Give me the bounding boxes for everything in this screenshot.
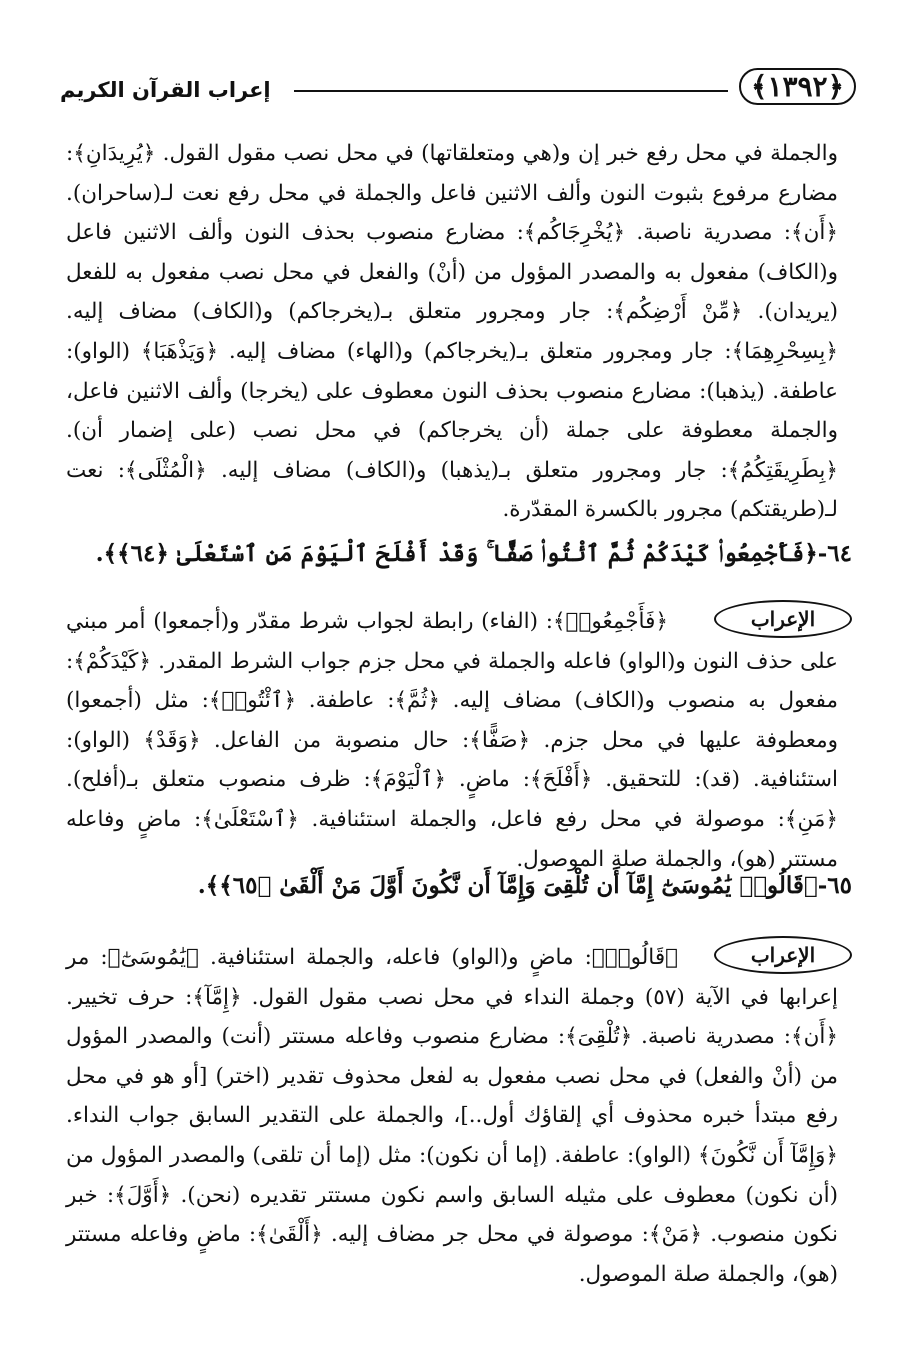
page-number: ﴿١٣٩٢﴾ — [739, 68, 856, 105]
verse-65: ٦٥-﴿قَالُوا۟ يَٰمُوسَىٰٓ إِمَّآ أَن تُلْقِىَ وَإِمَّآ أَن نَّكُونَ أَوَّلَ مَنْ أَلْقَىٰ ﴿٦٥﴾﴾. — [197, 872, 852, 899]
book-title: إعراب القرآن الكريم — [60, 78, 271, 102]
irab-paragraph-verse-64: ﴿فَأَجْمِعُوا۟﴾: (الفاء) رابطة لجواب شرط مقدّر و(أجمعوا) أمر مبني على حذف النون و(الواو) فاعله والجملة في محل جزم جواب الشرط المقدر. ﴿كَيْدَكُمْ﴾: مفعول به منصوب و(الكاف) مضاف إليه. ﴿ثُمَّ﴾: عاطفة. ﴿ٱئْتُوا۟﴾: مثل (أجمعوا) ومعطوفة عليها في محل جزم. ﴿صَفًّا﴾: حال منصوبة من الفاعل. ﴿وَقَدْ﴾ (الواو): استئنافية. (قد): للتحقيق. ﴿أَفْلَحَ﴾: ماضٍ. ﴿ٱلْيَوْمَ﴾: ظرف منصوب متعلق بـ(أفلح). ﴿مَنِ﴾: موصولة في محل رفع فاعل، والجملة استئنافية. ﴿ٱسْتَعْلَىٰ﴾: ماضٍ وفاعله مستتر (هو)، والجملة صلة الموصول. — [66, 609, 838, 872]
verse-64: ٦٤-﴿فَأَجْمِعُوا۟ كَيْدَكُمْ ثُمَّ ٱئْتُوا۟ صَفًّا ۚ وَقَدْ أَفْلَحَ ٱلْيَوْمَ مَنِ ٱسْتَعْلَىٰ ﴿٦٤﴾﴾. — [95, 540, 852, 567]
page-header — [60, 66, 856, 110]
header-rule — [294, 90, 728, 92]
irab-label: الإعراب — [714, 600, 852, 638]
irab-label: الإعراب — [714, 936, 852, 974]
irab-paragraph-continued: والجملة في محل رفع خبر إن و(هي ومتعلقاتها) في محل نصب مقول القول. ﴿يُرِيدَانِ﴾: مضارع مرفوع بثبوت النون وألف الاثنين فاعل والجملة في محل رفع نعت لـ(ساحران). ﴿أَن﴾: مصدرية ناصبة. ﴿يُخْرِجَاكُم﴾: مضارع منصوب بحذف النون وألف الاثنين فاعل و(الكاف) مفعول به والمصدر المؤول من (أنْ) والفعل في محل نصب مفعول به للفعل (يريدان). ﴿مِّنْ أَرْضِكُم﴾: جار ومجرور متعلق بـ(يخرجاكم) و(الكاف) مضاف إليه. ﴿بِسِحْرِهِمَا﴾: جار ومجرور متعلق بـ(يخرجاكم) و(الهاء) مضاف إليه. ﴿وَيَذْهَبَا﴾ (الواو): عاطفة. (يذهبا): مضارع منصوب بحذف النون معطوف على (يخرجا) وألف الاثنين فاعل، والجملة معطوفة على جملة (أن يخرجاكم) في محل نصب (على إضمار أن). ﴿بِطَرِيقَتِكُمُ﴾: جار ومجرور متعلق بـ(يذهبا) و(الكاف) مضاف إليه. ﴿الْمُثْلَى﴾: نعت لـ(طريقتكم) مجرور بالكسرة المقدّرة. — [66, 141, 838, 523]
irab-paragraph-verse-65: ﴿قَالُوا۟﴾: ماضٍ و(الواو) فاعله، والجملة استئنافية. ﴿يَٰمُوسَىٰٓ﴾: مر إعرابها في الآية (٥٧) وجملة النداء في محل نصب مقول القول. ﴿إِمَّآ﴾: حرف تخيير. ﴿أَن﴾: مصدرية ناصبة. ﴿تُلْقِىَ﴾: مضارع منصوب وفاعله مستتر (أنت) والمصدر المؤول من (أنْ والفعل) في محل نصب مفعول به لفعل محذوف تقدير (اختر) [أو هو في محل رفع مبتدأ خبره محذوف أي إلقاؤك أول..]، والجملة على التقدير السابق جواب النداء. ﴿وَإِمَّآ أَن نَّكُونَ﴾ (الواو): عاطفة. (إما أن نكون): مثل (إما أن تلقى) والمصدر المؤول من (أن نكون) معطوف على مثيله السابق واسم نكون مستتر تقديره (نحن). ﴿أَوَّلَ﴾: خبر نكون منصوب. ﴿مَنْ﴾: موصولة في محل جر مضاف إليه. ﴿أَلْقَىٰ﴾: ماضٍ وفاعله مستتر (هو)، والجملة صلة الموصول. — [66, 945, 839, 1287]
